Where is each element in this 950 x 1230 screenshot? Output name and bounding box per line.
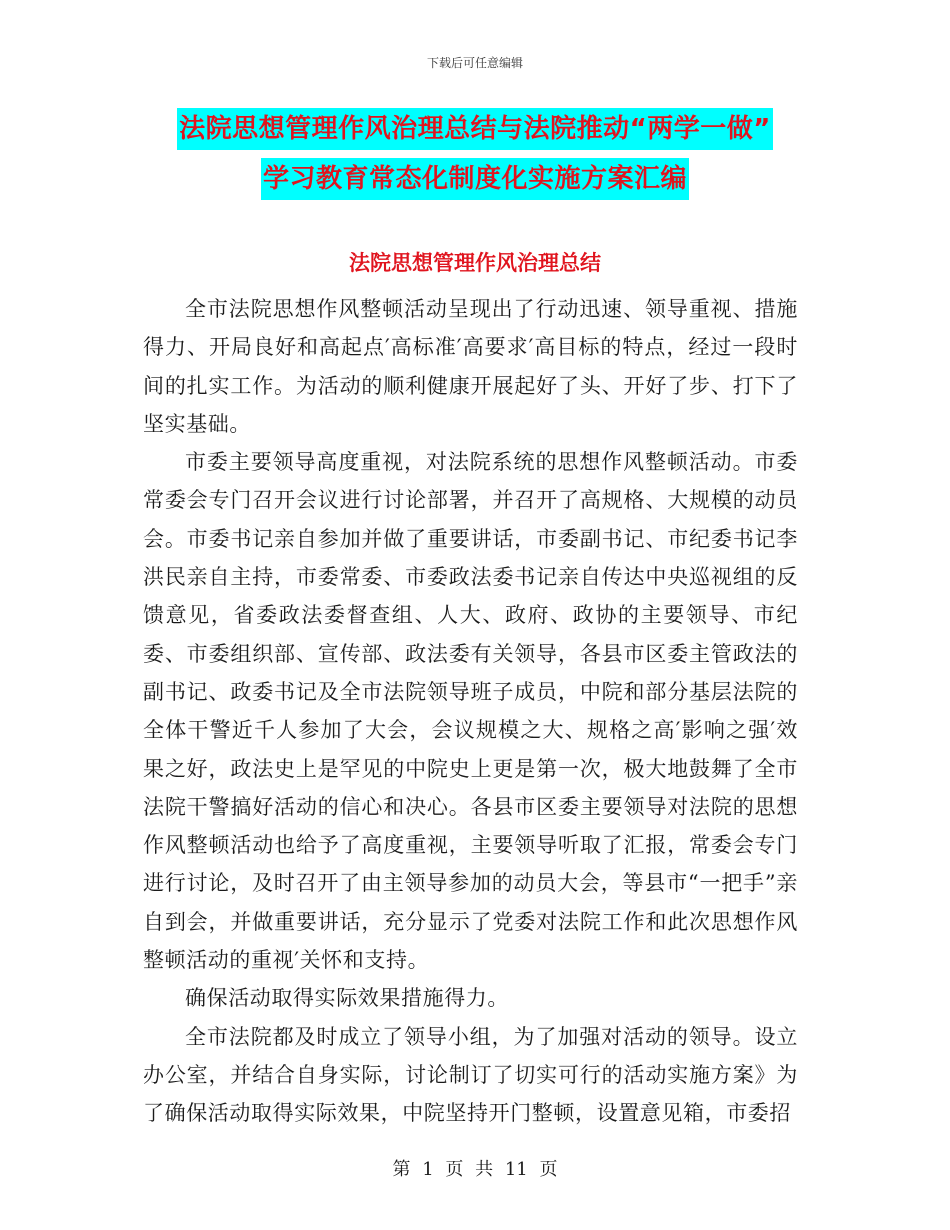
paragraph: 确保活动取得实际效果措施得力。 (185, 986, 509, 1011)
document-title (0, 108, 950, 208)
paragraph: 全市法院思想作风整顿活动呈现出了行动迅速、领导重视、措施得力、开局良好和高起点′高标准′高要求′高目标的特点，经过一段时间的扎实工作。为活动的顺利健康开展起好了头、开好了步、打下了坚实基础。 (143, 297, 798, 436)
page-footer: 第 1 页 共 11 页 (392, 1159, 558, 1180)
section-title: 法院思想管理作风治理总结 (349, 251, 601, 275)
document-title-line-2: 学习教育常态化制度化实施方案汇编 (261, 158, 689, 200)
paragraph: 全市法院都及时成立了领导小组，为了加强对活动的领导。设立办公室，并结合自身实际，讨论制订了切实可行的活动实施方案》为了确保活动取得实际效果，中院坚持开门整顿，设置意见箱，市委招 (143, 1024, 798, 1126)
document-title-line-1: 法院思想管理作风治理总结与法院推动“两学一做” (177, 108, 773, 150)
page-header-note: 下载后可任意编辑 (426, 56, 523, 70)
document-body (143, 290, 798, 1133)
paragraph: 市委主要领导高度重视，对法院系统的思想作风整顿活动。市委常委会专门召开会议进行讨论部署，并召开了高规格、大规模的动员会。市委书记亲自参加并做了重要讲话，市委副书记、市纪委书记李洪民亲自主持，市委常委、市委政法委书记亲自传达中央巡视组的反馈意见，省委政法委督查组、人大、政府、政协的主要领导、市纪委、市委组织部、宣传部、政法委有关领导，各县市区委主管政法的副书记、政委书记及全市法院领导班子成员，中院和部分基层法院的全体干警近千人参加了大会，会议规模之大、规格之高′影响之强′效果之好，政法史上是罕见的中院史上更是第一次，极大地鼓舞了全市法院干警搞好活动的信心和决心。各县市区委主要领导对法院的思想作风整顿活动也给予了高度重视，主要领导听取了汇报，常委会专门进行讨论，及时召开了由主领导参加的动员大会，等县市“一把手”亲自到会，并做重要讲话，充分显示了党委对法院工作和此次思想作风整顿活动的重视′关怀和支持。 (143, 450, 798, 973)
